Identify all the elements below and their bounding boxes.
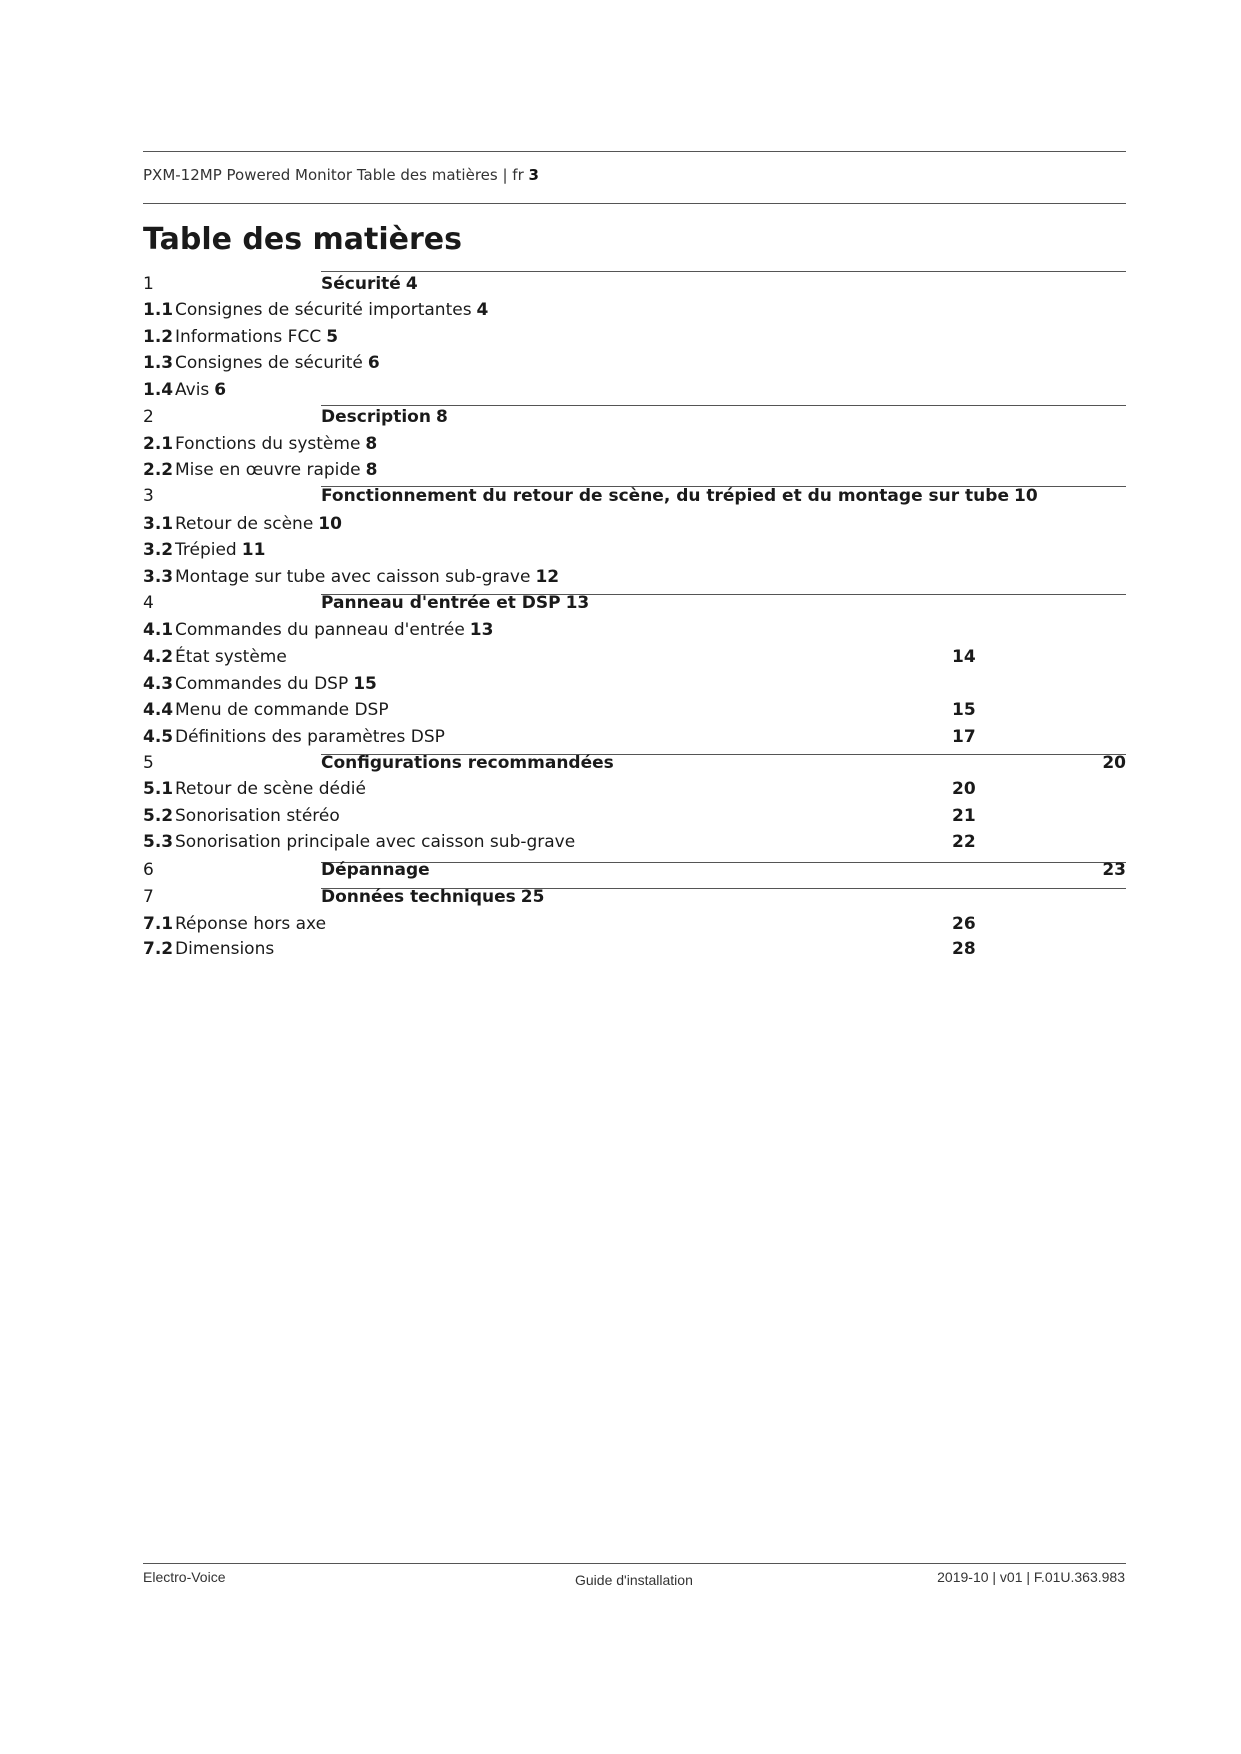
toc-number: 7.1	[143, 914, 174, 934]
toc-section[interactable]	[143, 646, 1126, 668]
toc-number: 6	[143, 860, 154, 880]
toc-section[interactable]	[143, 433, 1126, 455]
toc-number: 2.2	[143, 460, 174, 480]
toc-page: 8	[365, 434, 378, 454]
footer-rule	[143, 1563, 1126, 1564]
footer-doc-type: Guide d'installation	[575, 1572, 693, 1588]
header-rule-top	[143, 151, 1126, 152]
toc-label: Consignes de sécurité 6	[175, 353, 380, 373]
toc-number: 4.4	[143, 700, 174, 720]
toc-section[interactable]	[143, 673, 1126, 695]
toc-page: 5	[326, 327, 339, 347]
toc-number: 5	[143, 753, 154, 773]
toc-page: 15	[952, 700, 976, 720]
toc-section[interactable]	[143, 566, 1126, 588]
toc-page: 4	[476, 300, 489, 320]
toc-label: Commandes du DSP 15	[175, 674, 377, 694]
toc-section[interactable]	[143, 831, 1126, 853]
toc-section[interactable]	[143, 913, 1126, 935]
toc-chapter[interactable]	[143, 273, 1126, 295]
toc-label: Consignes de sécurité importantes 4	[175, 300, 489, 320]
toc-page: 10	[1013, 486, 1038, 506]
toc-number: 3	[143, 486, 154, 506]
chapter-rule	[321, 271, 1126, 272]
toc-chapter[interactable]	[143, 592, 1126, 614]
toc-page: 17	[952, 727, 976, 747]
toc-number: 3.2	[143, 540, 174, 560]
toc-page: 11	[241, 540, 266, 560]
toc-number: 3.3	[143, 567, 174, 587]
toc-section[interactable]	[143, 513, 1126, 535]
toc-number: 1.4	[143, 380, 174, 400]
toc-number: 4.2	[143, 647, 174, 667]
toc-page: 10	[318, 514, 342, 534]
toc-page: 8	[435, 407, 448, 427]
toc-page: 20	[952, 779, 976, 799]
running-title: PXM-12MP Powered Monitor Table des matières | fr	[143, 166, 524, 184]
toc-number: 5.1	[143, 779, 174, 799]
toc-label: État système	[175, 647, 287, 667]
header-page-number: 3	[528, 166, 539, 184]
toc-chapter[interactable]	[143, 859, 1126, 881]
toc-number: 1.3	[143, 353, 174, 373]
toc-section[interactable]	[143, 619, 1126, 641]
toc-chapter[interactable]	[143, 485, 1126, 507]
toc-label: Dépannage	[321, 860, 430, 880]
toc-label: Sonorisation stéréo	[175, 806, 340, 826]
toc-label: Réponse hors axe	[175, 914, 327, 934]
toc-page: 21	[952, 806, 976, 826]
toc-page: 13	[469, 620, 494, 640]
toc-section[interactable]	[143, 805, 1126, 827]
toc-label: Mise en œuvre rapide 8	[175, 460, 378, 480]
toc-section[interactable]	[143, 299, 1126, 321]
toc-number: 5.2	[143, 806, 174, 826]
toc-section[interactable]	[143, 938, 1126, 960]
toc-page: 12	[535, 567, 560, 587]
toc-page: 4	[405, 274, 418, 294]
toc-label: Dimensions	[175, 939, 275, 959]
toc-chapter[interactable]	[143, 752, 1126, 774]
toc-chapter[interactable]	[143, 406, 1126, 428]
toc-page: 8	[365, 460, 378, 480]
toc-page: 23	[1102, 860, 1126, 880]
toc-section[interactable]	[143, 778, 1126, 800]
toc-chapter[interactable]	[143, 886, 1126, 908]
toc-label: Données techniques 25	[321, 887, 545, 907]
toc-label: Fonctionnement du retour de scène, du trépied et du montage sur tube 10	[321, 486, 1038, 506]
toc-page: 20	[1102, 753, 1126, 773]
toc-section[interactable]	[143, 726, 1126, 748]
toc-page: 13	[565, 593, 590, 613]
toc-page: 15	[353, 674, 377, 694]
toc-number: 5.3	[143, 832, 174, 852]
toc-label: Montage sur tube avec caisson sub-grave 12	[175, 567, 560, 587]
toc-label: Fonctions du système 8	[175, 434, 378, 454]
footer-version: 2019-10 | v01 | F.01U.363.983	[937, 1569, 1125, 1585]
toc-label: Commandes du panneau d'entrée 13	[175, 620, 494, 640]
toc-label: Trépied 11	[175, 540, 266, 560]
toc-number: 2	[143, 407, 154, 427]
footer-brand: Electro-Voice	[143, 1569, 226, 1585]
toc-number: 7	[143, 887, 154, 907]
toc-label: Informations FCC 5	[175, 327, 339, 347]
toc-number: 2.1	[143, 434, 174, 454]
toc-section[interactable]	[143, 379, 1126, 401]
toc-section[interactable]	[143, 326, 1126, 348]
toc-page: 22	[952, 832, 976, 852]
toc-page: 6	[214, 380, 227, 400]
toc-label: Description 8	[321, 407, 448, 427]
toc-label: Panneau d'entrée et DSP 13	[321, 593, 590, 613]
running-header	[143, 166, 539, 184]
header-rule-bottom	[143, 203, 1126, 204]
toc-section[interactable]	[143, 352, 1126, 374]
toc-page: 25	[520, 887, 545, 907]
toc-label: Avis 6	[175, 380, 227, 400]
toc-number: 4.3	[143, 674, 174, 694]
toc-number: 7.2	[143, 939, 174, 959]
toc-label: Sécurité 4	[321, 274, 418, 294]
toc-section[interactable]	[143, 699, 1126, 721]
toc-page: 14	[952, 647, 976, 667]
toc-number: 4.1	[143, 620, 174, 640]
toc-section[interactable]	[143, 539, 1126, 561]
toc-section[interactable]	[143, 459, 1126, 481]
toc-number: 1.2	[143, 327, 174, 347]
toc-label: Sonorisation principale avec caisson sub-grave	[175, 832, 576, 852]
toc-page: 26	[952, 914, 976, 934]
toc-label: Configurations recommandées	[321, 753, 614, 773]
toc-number: 4.5	[143, 727, 174, 747]
toc-label: Menu de commande DSP	[175, 700, 389, 720]
toc-number: 1.1	[143, 300, 174, 320]
toc-label: Définitions des paramètres DSP	[175, 727, 445, 747]
toc-label: Retour de scène 10	[175, 514, 342, 534]
toc-label: Retour de scène dédié	[175, 779, 366, 799]
toc-page: 28	[952, 939, 976, 959]
toc-number: 4	[143, 593, 154, 613]
page-title: Table des matières	[143, 222, 462, 257]
toc-number: 1	[143, 274, 154, 294]
toc-page: 6	[367, 353, 380, 373]
toc-number: 3.1	[143, 514, 174, 534]
